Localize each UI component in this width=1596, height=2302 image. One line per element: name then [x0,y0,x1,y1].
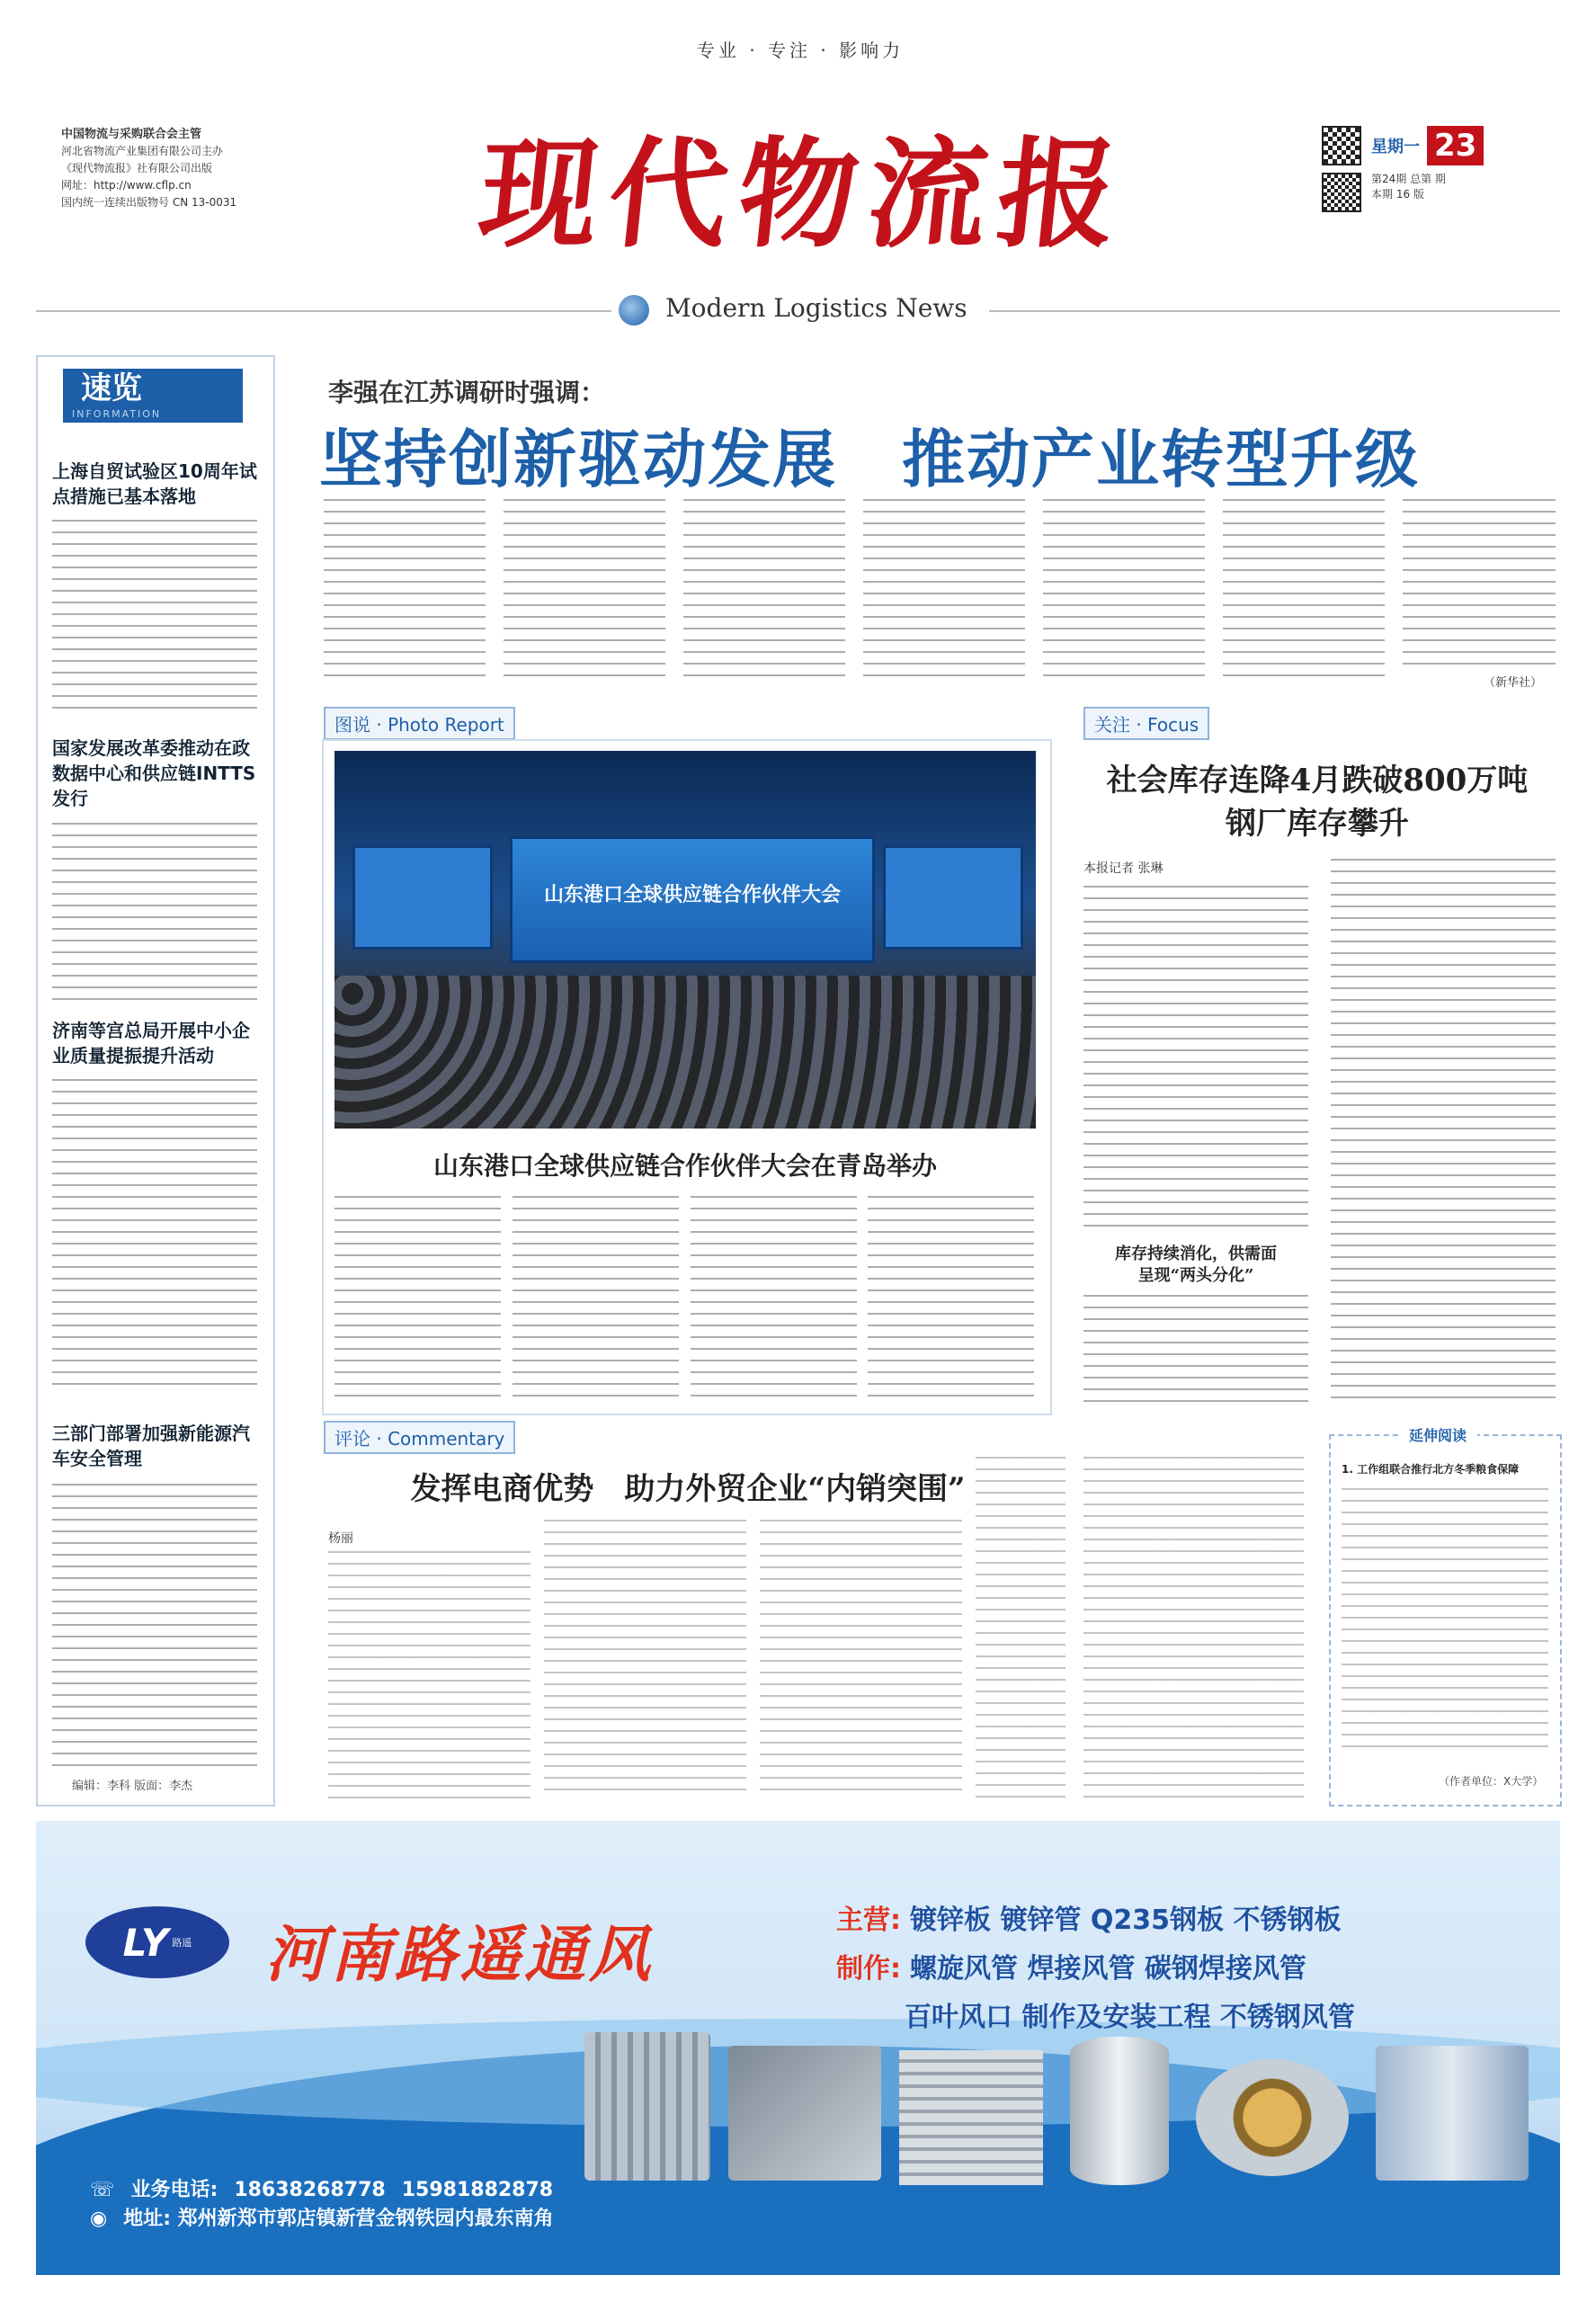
section-tag-commentary: 评论 · Commentary [324,1421,515,1454]
ad-address: 地址: 郑州新郑市郭店镇新营金钢铁园内最东南角 [123,2208,554,2230]
product-image-fitting [1196,2059,1349,2176]
commentary-body-col [328,1551,531,1798]
focus-body-col [1331,859,1556,1398]
slogan: 专业 · 专注 · 影响力 [696,40,905,61]
info-line: 《现代物流报》社有限公司出版 [61,162,213,174]
commentary-byline: 杨丽 [328,1531,353,1546]
lead-body-col [863,499,1025,683]
masthead-divider [989,310,1560,312]
qr-code-icon [1322,126,1361,165]
focus-body-col [1083,1295,1308,1403]
ad-contact [90,2176,554,2234]
service-line: 螺旋风管 焊接风管 碳钢焊接风管 [910,1953,1306,1985]
newspaper-title: 现代物流报 [472,125,1135,264]
issue-info: 本期 16 版 [1371,188,1424,201]
list-item[interactable]: 国家发展改革委推动在政数据中心和供应链INTTS发行 [52,737,256,809]
sidebar-header [63,369,243,423]
info-line: 河北省物流产业集团有限公司主办 [61,145,224,157]
english-title: Modern Logistics News [665,293,967,323]
photo-body-col [513,1196,679,1398]
screen-text: 山东港口全球供应链合作伙伴大会 [543,884,841,906]
subhead-line: 库存持续消化，供需面 [1115,1245,1277,1263]
commentary-body-col [760,1520,962,1798]
lead-source: （新华社） [1484,676,1543,690]
date-block [1371,126,1542,201]
text-block [52,1484,257,1771]
commentary-body-col [1083,1457,1304,1798]
photo-body-col [868,1196,1034,1398]
notice-title: 延伸阅读 [1398,1424,1477,1445]
notice-lead: 1. 工作组联合推行北方冬季粮食保障 [1342,1463,1520,1476]
photo-caption: 山东港口全球供应链合作伙伴大会在青岛举办 [432,1151,937,1181]
phone-number[interactable]: 15981882878 [401,2179,554,2201]
focus-headline: 社会库存连降4月跌破800万吨 [1106,763,1529,799]
phone-icon: ☏ [90,2179,115,2201]
product-image-sheets [1376,2046,1529,2181]
commentary-body-col [544,1520,746,1798]
lead-body-col [1043,499,1205,683]
lead-body-col [683,499,845,683]
text-block [52,823,257,1003]
logo-sub: 路遥 [172,1937,192,1949]
text-block [52,1079,257,1394]
commentary-body-col [976,1457,1065,1798]
globe-icon [619,295,649,326]
lead-body-col [1403,499,1556,670]
list-item[interactable]: 济南等宫总局开展中小企业质量提振提升活动 [52,1020,250,1066]
company-logo [85,1906,229,1978]
location-icon: ◉ [90,2208,108,2230]
side-screen [883,845,1023,950]
photo-body-col [691,1196,857,1398]
list-item[interactable]: 三部门部署加强新能源汽车安全管理 [52,1423,250,1469]
logo-text: LY [122,1920,169,1965]
day-badge: 23 [1427,126,1484,165]
list-item[interactable]: 上海自贸试验区10周年试点措施已基本落地 [52,460,257,507]
advertisement[interactable] [36,1821,1560,2275]
product-image-pipe [1070,2037,1169,2185]
product-image-louver [899,2050,1043,2185]
masthead-divider [36,310,611,312]
service-line: 百叶风口 制作及安装工程 不锈钢风管 [905,2002,1355,2033]
product-image-ducts [584,2032,710,2181]
phone-label: 业务电话: [130,2179,218,2201]
sidebar-footer: 编辑：李科 版面：李杰 [72,1780,193,1793]
lead-kicker: 李强在江苏调研时强调： [328,378,606,407]
focus-subhead [1083,1244,1308,1287]
info-line: 国内统一连续出版物号 CN 13-0031 [61,196,237,209]
focus-byline: 本报记者 张琳 [1083,861,1164,876]
weekday: 星期一 [1371,138,1420,156]
photo-body-col [334,1196,501,1398]
lead-body-col [324,499,486,683]
lead-headline: 坚持创新驱动发展 推动产业转型升级 [319,422,1420,496]
masthead-left-info [61,126,304,211]
service-line: 镀锌板 镀锌管 Q235钢板 不锈钢板 [910,1905,1342,1936]
conference-photo [334,751,1036,1129]
section-tag-photo: 图说 · Photo Report [324,707,515,740]
service-label: 主营: [836,1905,901,1936]
notice-body [1342,1488,1548,1749]
info-line: 中国物流与采购联合会主管 [61,128,202,141]
lead-body-col [1223,499,1385,683]
qr-code-icon [1322,173,1361,212]
stage-screen [510,836,875,963]
sidebar-label: 速览 [81,370,142,406]
phone-number[interactable]: 18638268778 [234,2179,386,2201]
side-screen [352,845,493,950]
focus-headline: 钢厂库存攀升 [1226,806,1409,842]
notice-footer: （作者单位：X大学） [1439,1775,1544,1788]
company-name: 河南路遥通风 [265,1920,655,1991]
issue-info: 第24期 总第 期 [1371,173,1446,185]
audience [334,976,1036,1129]
text-block [52,520,257,718]
commentary-headline: 发挥电商优势 助力外贸企业“内销突围” [410,1471,966,1507]
sidebar-label-en: INFORMATION [72,408,162,420]
ad-services [836,1897,1520,2034]
info-line: 网址：http://www.cflp.cn [61,179,192,192]
section-tag-focus: 关注 · Focus [1083,707,1209,740]
product-image-machine [728,2046,881,2181]
service-label: 制作: [836,1953,901,1985]
subhead-line: 呈现“两头分化” [1137,1266,1254,1285]
focus-body-col [1083,886,1308,1227]
lead-body-col [504,499,665,683]
